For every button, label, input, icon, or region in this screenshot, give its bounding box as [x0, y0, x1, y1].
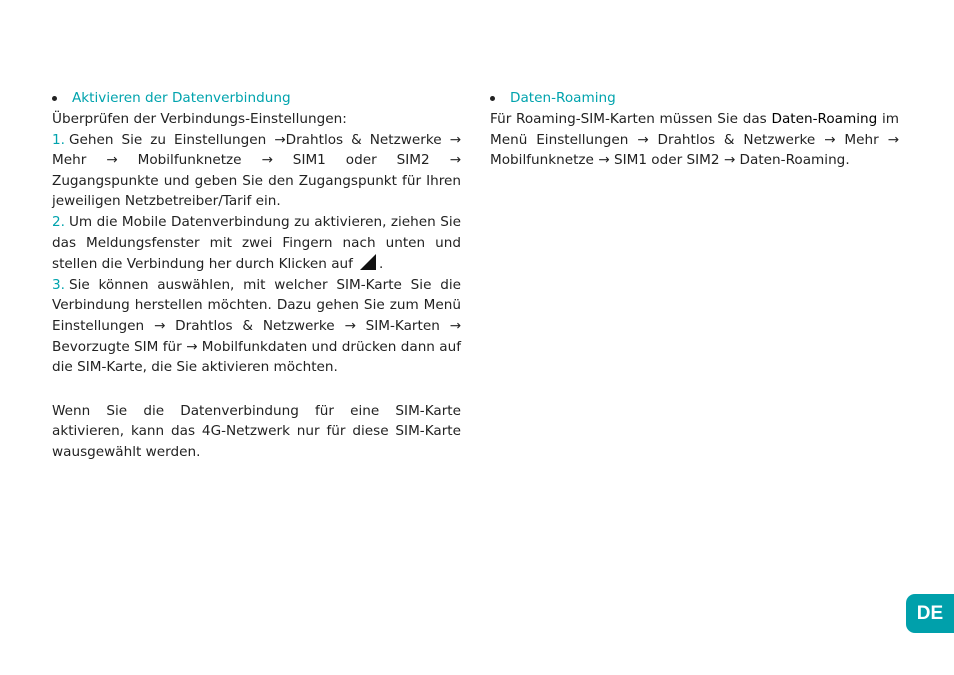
step-text: Um die Mobile Datenverbindung zu aktivieren, ziehen Sie das Meldungsfenster mit zwei Fingern nach unten und stellen die Verbindung her durch Klicken auf: [52, 213, 461, 273]
roaming-text-end: im Menü Einstellungen → Drahtlos & Netzwerke → Mehr → Mobilfunknetze → SIM1 oder SIM2 → Daten-Roaming.: [490, 111, 899, 169]
section-heading: [52, 88, 461, 109]
intro-text: Überprüfen der Verbindungs-Einstellungen:: [52, 111, 347, 127]
step-number: 2.: [52, 213, 65, 230]
roaming-text-start: Für Roaming-SIM-Karten müssen Sie das: [490, 111, 767, 127]
step-3: [52, 275, 461, 378]
signal-strength-icon: [359, 253, 377, 271]
bullet-icon: [490, 96, 495, 101]
step-1: [52, 130, 461, 212]
section-title: Daten-Roaming: [510, 90, 616, 106]
step-2: [52, 212, 461, 275]
left-column: [52, 88, 461, 463]
language-badge: DE: [906, 594, 954, 633]
roaming-text: [490, 109, 899, 171]
step-text: Gehen Sie zu Einstellungen →Drahtlos & Netzwerke → Mehr → Mobilfunknetze → SIM1 oder SIM2 → Zugangspunkte und geben Sie den Zugangspunkt für Ihren jeweiligen Netzbetreiber/Tarif ein.: [52, 131, 461, 210]
section-title: Aktivieren der Datenverbindung: [72, 90, 291, 106]
right-column: [490, 88, 899, 171]
section-heading: [490, 88, 899, 109]
step-text-end: .: [378, 256, 384, 273]
step-number: 1.: [52, 131, 65, 148]
bullet-icon: [52, 96, 57, 101]
roaming-highlight: Daten-Roaming: [771, 111, 878, 127]
note-text: Wenn Sie die Datenverbindung für eine SIM-Karte aktivieren, kann das 4G-Netzwerk nur für diese SIM-Karte wausgewählt werden.: [52, 402, 461, 460]
step-text: Sie können auswählen, mit welcher SIM-Karte Sie die Verbindung herstellen möchten. Dazu gehen Sie zum Menü Einstellungen → Drahtlos & Netzwerke → SIM-Karten → Bevorzugte SIM für → Mobilfunkdaten und drücken dann auf die SIM-Karte, die Sie aktivieren möchten.: [52, 276, 461, 376]
step-number: 3.: [52, 276, 65, 293]
